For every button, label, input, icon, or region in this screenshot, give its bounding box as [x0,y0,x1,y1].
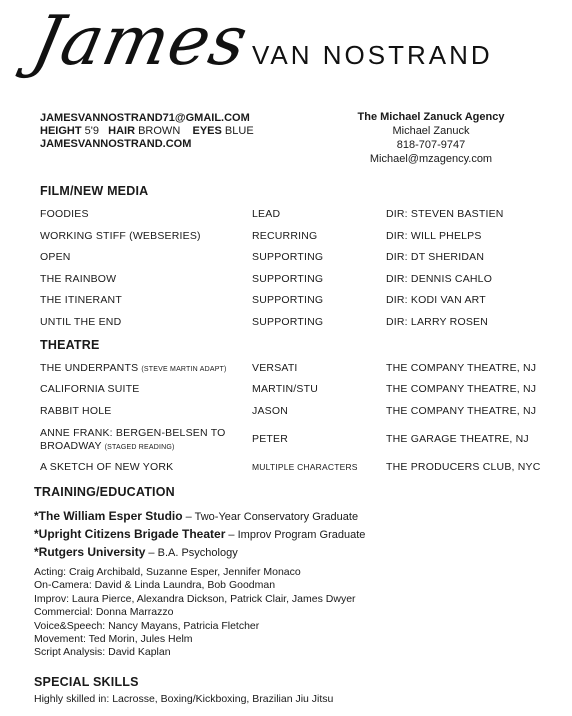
credit-director: DIR: LARRY ROSEN [386,316,489,328]
credit-title: WORKING STIFF (WEBSERIES) [40,230,201,242]
height-label: HEIGHT [40,125,82,137]
credit-venue: THE COMPANY THEATRE, NJ [386,405,537,417]
credit-role: SUPPORTING [252,294,324,306]
theatre-heading: THEATRE [40,338,100,352]
credit-director: DIR: WILL PHELPS [386,230,482,242]
school-item [34,545,238,559]
credit-title-text: THE UNDERPANTS [40,362,139,374]
credit-title: THE ITINERANT [40,294,122,306]
teacher-line: Voice&Speech: Nancy Mayans, Patricia Fletcher [34,619,260,632]
email: JAMESVANNOSTRAND71@GMAIL.COM [40,112,250,124]
teacher-line: Movement: Ted Morin, Jules Helm [34,633,193,646]
film-heading: FILM/NEW MEDIA [40,184,149,198]
credit-venue: THE COMPANY THEATRE, NJ [386,362,537,374]
eyes-label: EYES [192,125,222,137]
credit-role: PETER [252,433,289,445]
credit-venue: THE PRODUCERS CLUB, NYC [386,461,541,473]
teacher-line: Acting: Craig Archibald, Suzanne Esper, Jennifer Monaco [34,566,301,578]
teacher-line: Commercial: Donna Marrazzo [34,606,174,619]
agency-name: The Michael Zanuck Agency [357,111,505,123]
credit-title-line1: ANNE FRANK: BERGEN-BELSEN TO [40,427,226,439]
credit-note: (STEVE MARTIN ADAPT) [141,366,227,373]
training-heading: TRAINING/EDUCATION [34,485,175,499]
credit-title: FOODIES [40,208,89,220]
agent-name: Michael Zanuck [392,125,470,137]
school-name: *Rutgers University [34,545,146,559]
first-name-signature: James [25,2,255,81]
credit-title: THE RAINBOW [40,273,117,285]
credit-role: RECURRING [252,230,318,242]
school-detail: – Improv Program Graduate [225,529,366,541]
agent-email: Michael@mzagency.com [369,153,493,165]
contact-info [40,112,254,151]
credit-title-line2: BROADWAY [40,440,102,452]
teacher-line: Improv: Laura Pierce, Alexandra Dickson, Patrick Clair, James Dwyer [34,592,356,605]
school-item [34,509,358,523]
school-name: *Upright Citizens Brigade Theater [34,527,226,541]
credit-role: MARTIN/STU [252,383,318,395]
school-name: *The William Esper Studio [34,509,183,523]
agent-phone: 818-707-9747 [396,139,466,151]
credit-role: LEAD [252,208,281,220]
credit-role: JASON [252,405,289,417]
hair-label: HAIR [108,125,136,137]
credit-director: DIR: STEVEN BASTIEN [386,208,504,220]
credit-role: SUPPORTING [252,251,324,263]
skills-text: Highly skilled in: Lacrosse, Boxing/Kickboxing, Brazilian Jiu Jitsu [34,693,334,705]
credit-director: DIR: DT SHERIDAN [386,251,485,263]
teacher-line: Script Analysis: David Kaplan [34,646,171,659]
credit-role: SUPPORTING [252,273,324,285]
credit-venue: THE COMPANY THEATRE, NJ [386,383,537,395]
last-name: VAN NOSTRAND [252,40,493,70]
website: JAMESVANNOSTRAND.COM [40,138,192,150]
teacher-line: On-Camera: David & Linda Laundra, Bob Goodman [34,579,276,592]
credit-title [40,427,226,454]
credit-role: SUPPORTING [252,316,324,328]
school-item [34,527,365,541]
credit-venue: THE GARAGE THEATRE, NJ [386,433,529,445]
school-detail: – B.A. Psychology [145,547,238,559]
credit-role: VERSATI [252,362,298,374]
credit-title [40,362,227,374]
hair-value: BROWN [138,125,181,137]
credit-role: MULTIPLE CHARACTERS [252,462,358,472]
credit-title: CALIFORNIA SUITE [40,383,140,395]
school-detail: – Two-Year Conservatory Graduate [182,511,359,523]
agency-block [336,110,526,166]
training-teachers [34,566,356,660]
height-value: 5'9 [84,125,99,137]
credit-title: OPEN [40,251,71,263]
credit-director: DIR: KODI VAN ART [386,294,486,306]
credit-title: UNTIL THE END [40,316,122,328]
skills-heading: SPECIAL SKILLS [34,675,139,689]
credit-note: (STAGED READING) [104,444,175,451]
credit-title: RABBIT HOLE [40,405,112,417]
credit-director: DIR: DENNIS CAHLO [386,273,493,285]
credit-title: A SKETCH OF NEW YORK [40,461,174,473]
eyes-value: BLUE [224,125,254,137]
